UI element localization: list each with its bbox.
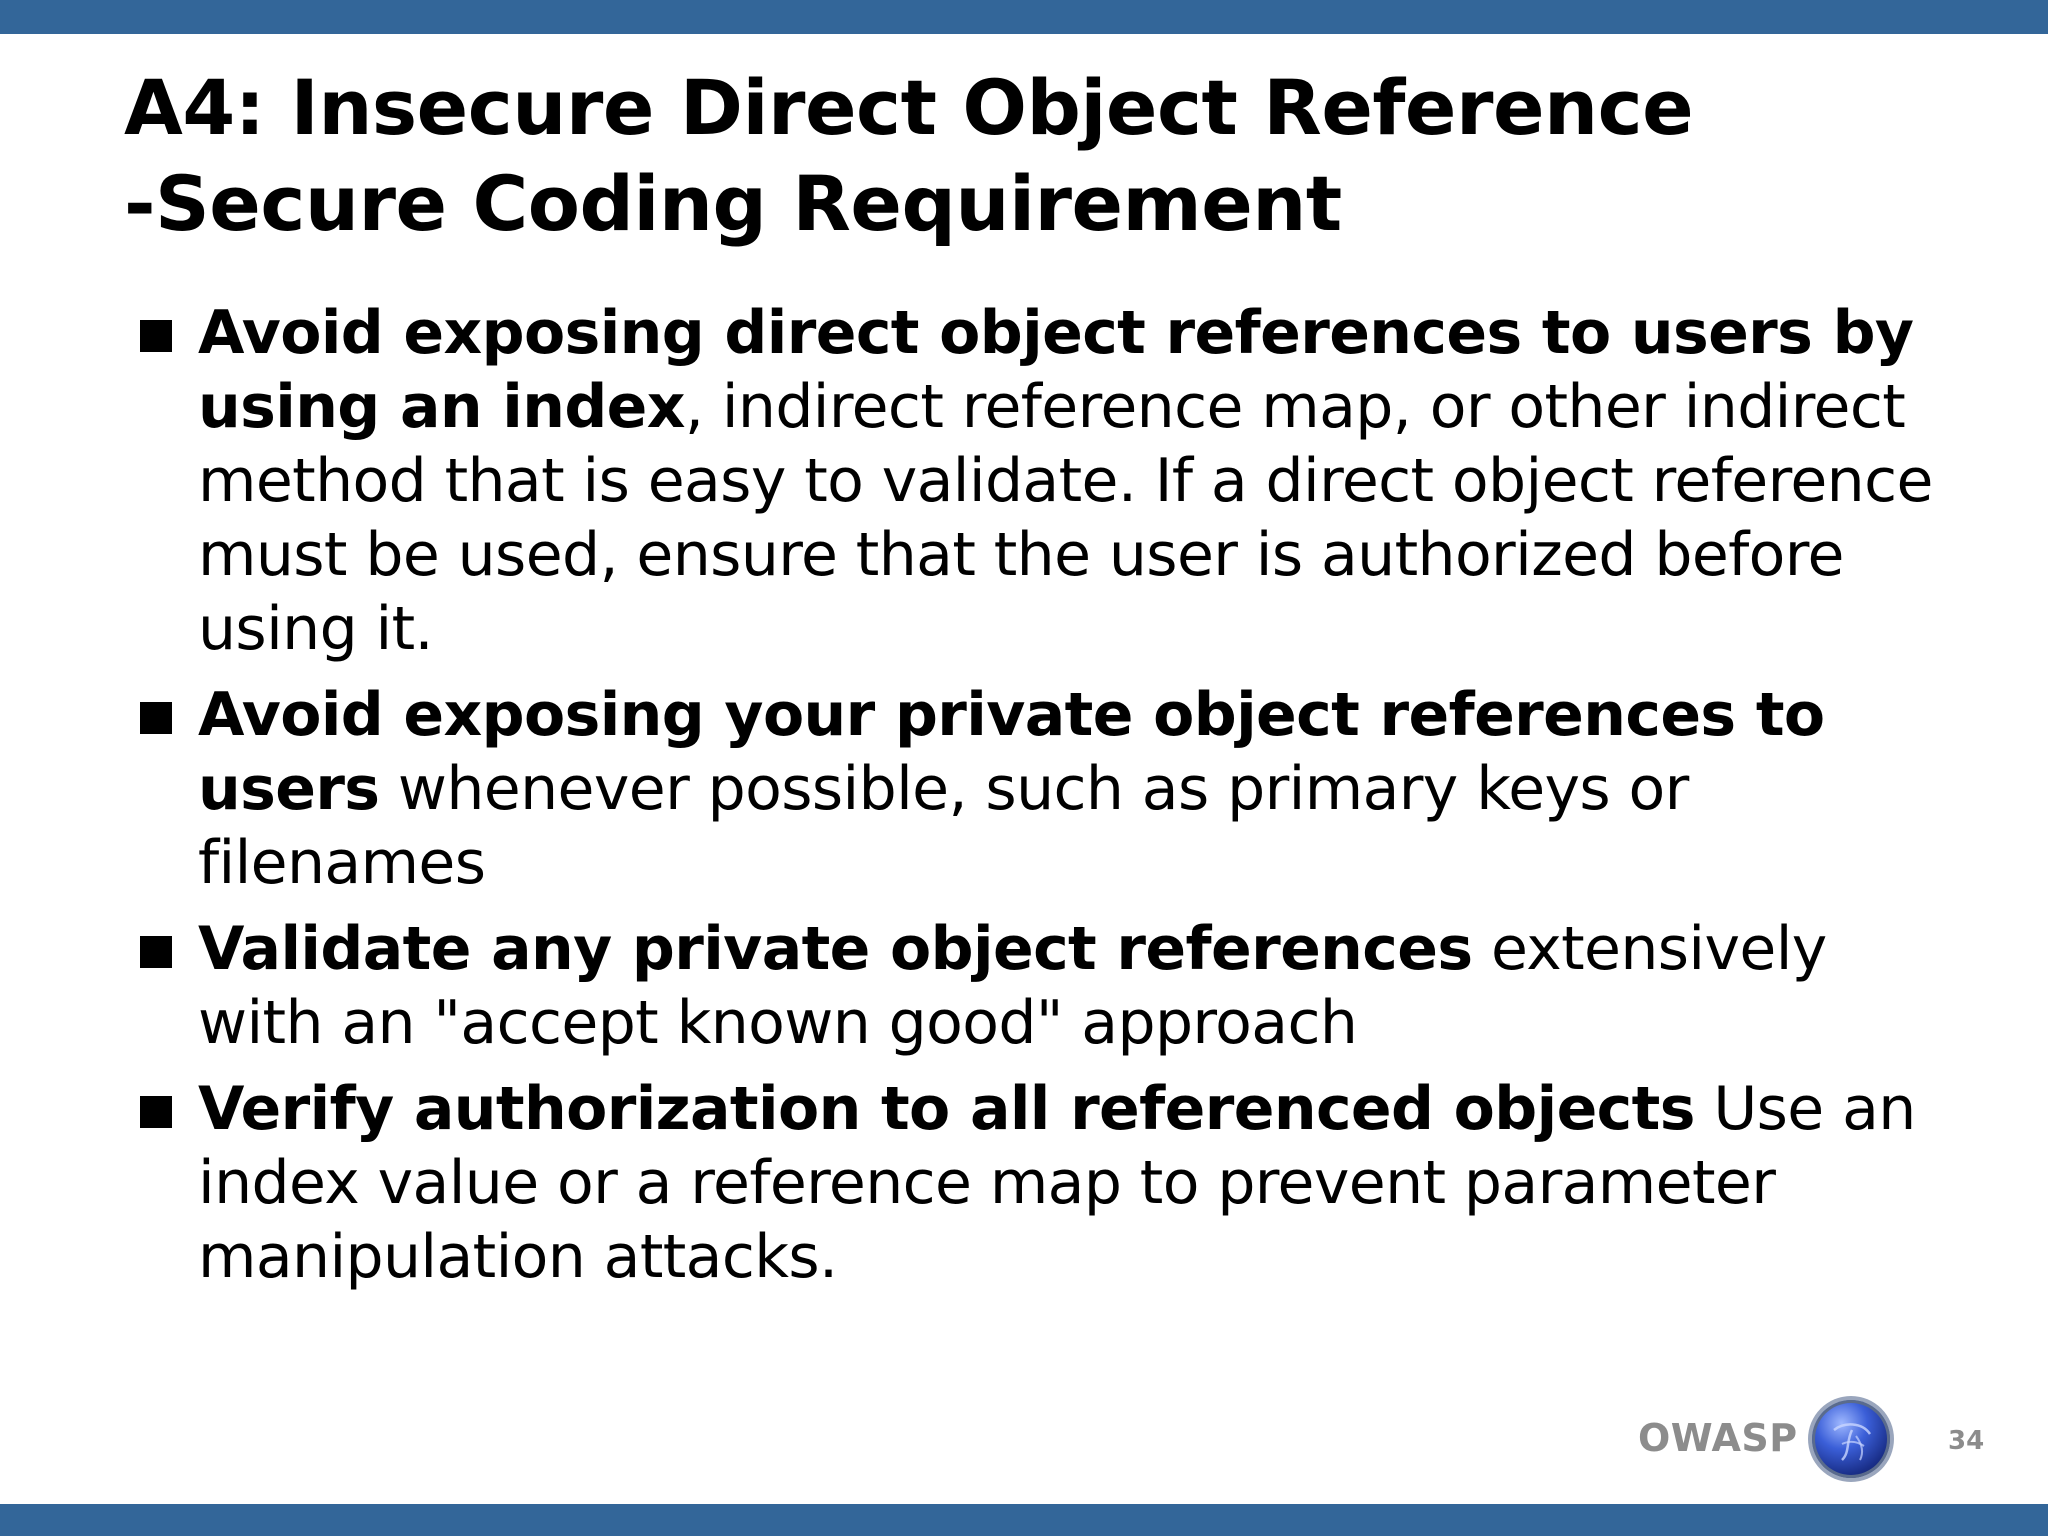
bullet-text bbox=[198, 1072, 1936, 1294]
slide-title-line-1: A4: Insecure Direct Object Reference bbox=[124, 63, 1694, 152]
owasp-logo-text: OWASP bbox=[1638, 1416, 1798, 1460]
bullet-list bbox=[136, 296, 1936, 1306]
bullet-text bbox=[198, 912, 1936, 1060]
slide-title bbox=[124, 60, 1984, 252]
square-bullet-icon bbox=[136, 912, 198, 986]
slide-title-line-2: -Secure Coding Requirement bbox=[124, 159, 1342, 248]
square-bullet-icon bbox=[136, 296, 198, 370]
bullet-bold-text: Avoid exposing direct object references to users by using an index bbox=[198, 298, 1914, 442]
bullet-item bbox=[136, 678, 1936, 900]
square-bullet-icon bbox=[136, 1072, 198, 1146]
bottom-band bbox=[0, 1504, 2048, 1536]
bullet-bold-text: Verify authorization to all referenced objects bbox=[198, 1074, 1695, 1144]
bullet-text bbox=[198, 678, 1936, 900]
square-bullet-icon bbox=[136, 678, 198, 752]
bullet-item bbox=[136, 296, 1936, 666]
bullet-rest-text: extensively with an "accept known good" approach bbox=[198, 914, 1827, 1058]
page-number: 34 bbox=[1948, 1426, 1985, 1456]
owasp-globe-icon bbox=[1812, 1400, 1890, 1478]
bullet-item bbox=[136, 1072, 1936, 1294]
owasp-globe-glyph bbox=[1812, 1400, 1890, 1478]
top-band bbox=[0, 0, 2048, 34]
bullet-rest-text: Use an index value or a reference map to prevent parameter manipulation attacks. bbox=[198, 1074, 1916, 1292]
bullet-rest-text: , indirect reference map, or other indirect method that is easy to validate. If a direct object reference must be used, ensure that the user is authorized before using it. bbox=[198, 372, 1933, 664]
bullet-text bbox=[198, 296, 1936, 666]
bullet-bold-text: Validate any private object references bbox=[198, 914, 1473, 984]
bullet-item bbox=[136, 912, 1936, 1060]
bullet-bold-text: Avoid exposing your private object references to users bbox=[198, 680, 1825, 824]
bullet-rest-text: whenever possible, such as primary keys or filenames bbox=[198, 754, 1689, 898]
